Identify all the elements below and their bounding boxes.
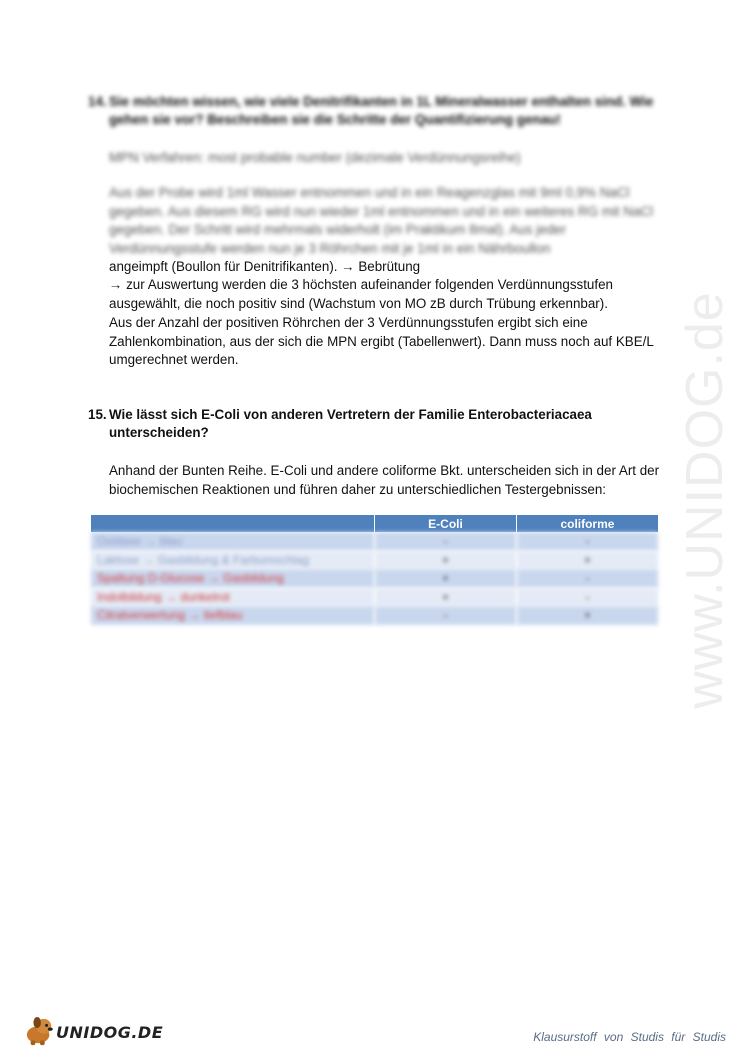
table-row xyxy=(91,532,658,551)
table-cell-ecoli: - xyxy=(375,532,517,551)
table-row xyxy=(91,588,658,607)
table-cell-ecoli: + xyxy=(375,569,517,588)
table-cell-test: Laktose → Gasbildung & Farbumschlag xyxy=(91,551,375,570)
question-14-title: Sie möchten wissen, wie viele Denitrifikanten in 1L Mineralwasser enthalten sind. Wie gehen sie vor? Beschreiben sie die Schritte der Quantifizierung genau! xyxy=(109,94,654,127)
question-15-title: Wie lässt sich E-Coli von anderen Vertretern der Familie Enterobacteriacaea unterscheiden? xyxy=(109,407,592,440)
biochemical-test-table xyxy=(91,515,658,625)
table-header-ecoli: E-Coli xyxy=(375,515,517,532)
table-cell-ecoli: - xyxy=(375,606,517,625)
dog-logo-icon xyxy=(22,1016,58,1046)
table-cell-coliforme: + xyxy=(516,606,658,625)
table-cell-coliforme: - xyxy=(516,532,658,551)
table-header-coliforme: coliforme xyxy=(516,515,658,532)
question-14-line-1: angeimpft (Boullon für Denitrifikanten). → Bebrütung xyxy=(109,259,421,274)
table-row xyxy=(91,569,658,588)
table-cell-test: Oxidase → blau xyxy=(91,532,375,551)
question-14-method: MPN Verfahren: most probable number (dezimale Verdünnungsreihe) xyxy=(109,150,521,165)
table-cell-coliforme: - xyxy=(516,588,658,607)
footer-logo-text: UNIDOG.DE xyxy=(56,1023,164,1042)
table-cell-ecoli: + xyxy=(375,588,517,607)
table-cell-ecoli: + xyxy=(375,551,517,570)
table-cell-test: Indolbildung → dunkelrot xyxy=(91,588,375,607)
question-15-number: 15. xyxy=(88,407,107,422)
table-cell-test: Spaltung D-Glucose → Gasbildung xyxy=(91,569,375,588)
table-row xyxy=(91,551,658,570)
question-15-answer: Anhand der Bunten Reihe. E-Coli und andere coliforme Bkt. unterscheiden sich in der Art der biochemischen Reaktionen und führen daher zu unterschiedlichen Testergebnissen: xyxy=(109,463,660,497)
question-14-number: 14. xyxy=(88,94,107,109)
table-row xyxy=(91,606,658,625)
question-14-heading xyxy=(88,93,658,133)
watermark-text: www.UNIDOG.de xyxy=(676,291,734,709)
table-header-test xyxy=(91,515,375,532)
table-cell-coliforme: - xyxy=(516,569,658,588)
table-cell-test: Citratverwertung → tiefblau xyxy=(91,606,375,625)
question-14-line-3: Aus der Anzahl der positiven Röhrchen der 3 Verdünnungsstufen ergibt sich eine Zahlenkombination, aus der sich die MPN ergibt (Tabellenwert). Dann muss noch auf KBE/L umgerechnet werden. xyxy=(109,315,654,367)
footer-tagline: Klausurstoff von Studis für Studis xyxy=(533,1030,726,1044)
table-cell-coliforme: + xyxy=(516,551,658,570)
question-14-blurred-paragraph: Aus der Probe wird 1ml Wasser entnommen und in ein Reagenzglas mit 9ml 0,9% NaCl gegeben. Aus diesem RG wird nun wieder 1ml entnommen und in ein weiteres RG mit NaCl gegeben. Der Schritt wird mehrmals widerholt (im Praktikum 8mal). Aus jeder Verdünnungsstufe werden nun je 3 Röhrchen mit je 1ml in ein Nährboullon xyxy=(109,185,654,256)
question-15-heading xyxy=(88,406,658,440)
question-14-line-2: → zur Auswertung werden die 3 höchsten aufeinander folgenden Verdünnungsstufen ausgewählt, die noch positiv sind (Wachstum von MO zB durch Trübung erkennbar). xyxy=(109,277,613,311)
